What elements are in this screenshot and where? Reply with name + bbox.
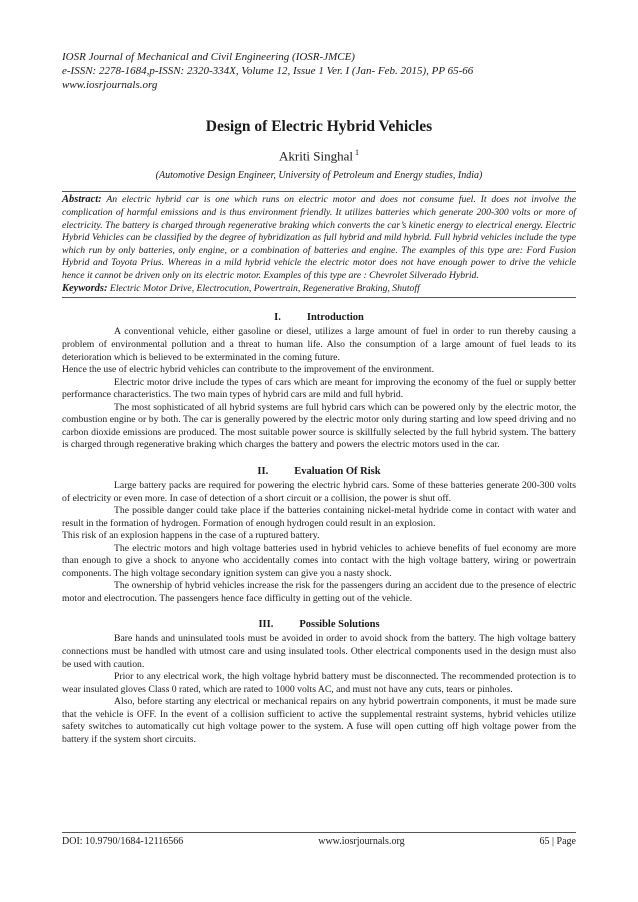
footer-page-number: 65 | Page <box>539 836 576 847</box>
keywords-label: Keywords: <box>62 283 108 295</box>
paragraph: The most sophisticated of all hybrid systems are full hybrid cars which can be powered only by the electric motor, the combustion engine or by both. The car is generally powered by the electric motor only during starting and low speed driving and no carbon dioxide emissions are produced. The most suitable power source is skillfully selected by the full hybrid system. The battery is charged through regenerative braking which charges the battery and powers the electric motors used in the car. <box>62 401 576 451</box>
keywords <box>62 282 576 295</box>
section-number: I. <box>274 312 281 324</box>
author-sup: 1 <box>355 148 360 157</box>
abstract-text: An electric hybrid car is one which runs on electric motor and does not consume fuel. It does not involve the complication of harmful emissions and is thus environment friendly. It utilizes batteries which generate 200-300 volts or more of electricity. The battery is charged through regenerative braking which converts the car’s kinetic energy to electrical energy. Electric Hybrid Vehicles can be classified by the degree of hybridization as full hybrid and mild hybrid. Full hybrid vehicles include the type which run by only batteries, only engine, or a combination of batteries and engine. The examples of this type are: Ford Fusion Hybrid and Toyota Prius. Whereas in a mild hybrid vehicle the electric motor does not have enough power to drive the vehicle hence it cannot be driven only on its electric motor. Examples of this type are : Chevrolet Silverado Hybrid. <box>62 194 576 281</box>
footer-doi: DOI: 10.9790/1684-12116566 <box>62 836 184 847</box>
journal-website[interactable]: www.iosrjournals.org <box>62 79 158 91</box>
author-name: Akriti Singhal <box>278 148 354 164</box>
section-heading <box>62 466 576 477</box>
section-number: II. <box>257 465 269 477</box>
section-heading <box>62 312 576 323</box>
abstract-label: Abstract: <box>62 194 102 206</box>
divider <box>62 297 576 298</box>
paragraph: The electric motors and high voltage batteries used in hybrid vehicles to achieve benefits of fuel economy are more than enough to give a shock to anyone who accidentally comes into contact with the high voltage battery, wiring or powertrain components. The high voltage secondary ignition system can give you a nasty shock. <box>62 542 576 579</box>
section-title: Possible Solutions <box>299 619 380 631</box>
journal-name: IOSR Journal of Mechanical and Civil Engineering (IOSR-JMCE) <box>62 51 355 63</box>
section-heading <box>62 619 576 630</box>
paragraph: The possible danger could take place if the batteries containing nickel-metal hydride come in contact with water and result in the formation of hydrogen. Formation of enough hydrogen could result in an explosion. <box>62 505 576 529</box>
paragraph: Electric motor drive include the types of cars which are meant for improving the economy of the fuel or supply better performance characteristics. The two main types of hybrid cars are mild and full hybrid. <box>62 376 576 401</box>
section-number: III. <box>258 619 274 631</box>
section-title: Introduction <box>306 312 364 324</box>
journal-issn: e-ISSN: 2278-1684,p-ISSN: 2320-334X, Volume 12, Issue 1 Ver. I (Jan- Feb. 2015), PP 65-66 <box>62 65 474 77</box>
abstract <box>62 194 576 282</box>
divider <box>62 191 576 192</box>
keywords-text: Electric Motor Drive, Electrocution, Powertrain, Regenerative Braking, Shutoff <box>109 283 420 295</box>
paragraph: A conventional vehicle, either gasoline or diesel, utilizes a large amount of fuel in order to run thereby causing a problem of environmental pollution and a threat to human life. Also the consumption of a large amount of fuel leads to its deterioration which is believed to be exterminated in the coming future. <box>62 326 576 363</box>
paragraph: Also, before starting any electrical or mechanical repairs on any hybrid powertrain components, it must be made sure that the vehicle is OFF. In the event of a collision sufficient to active the supplemental restraint systems, hybrid vehicles utilize safety switches to automatically cut high voltage power to the system. A fuse will open cutting off high voltage power from the battery if the system short circuits. <box>62 696 576 745</box>
section-title: Evaluation Of Risk <box>294 465 381 477</box>
page-footer <box>62 832 576 847</box>
paragraph: Prior to any electrical work, the high voltage hybrid battery must be disconnected. The recommended protection is to wear insulated gloves Class 0 rated, which are rated to 1000 volts AC, and must not have any cuts, tears or pinholes. <box>62 671 576 695</box>
body-sections <box>62 312 576 746</box>
author-affiliation: (Automotive Design Engineer, University of Petroleum and Energy studies, India) <box>155 170 483 182</box>
paper-title: Design of Electric Hybrid Vehicles <box>205 118 433 135</box>
author <box>62 148 576 164</box>
paragraph: Bare hands and uninsulated tools must be avoided in order to avoid shock from the battery. The high voltage battery connections must be handled with utmost care and using insulated tools. Other electrical components used in the design must also be used with caution. <box>62 633 576 670</box>
paper-page <box>62 50 576 746</box>
paragraph: This risk of an explosion happens in the case of a ruptured battery. <box>62 530 320 542</box>
footer-website[interactable]: www.iosrjournals.org <box>318 836 405 847</box>
paragraph: Large battery packs are required for powering the electric hybrid cars. Some of these batteries generate 200-300 volts of electricity or even more. In case of detection of a short circuit or a collision, the power is shut off. <box>62 479 576 504</box>
paragraph: The ownership of hybrid vehicles increase the risk for the passengers during an accident due to the presence of electric motor and electrocution. The passengers hence face difficulty in getting out of the vehicle. <box>62 580 576 604</box>
paragraph: Hence the use of electric hybrid vehicles can contribute to the improvement of the environment. <box>62 364 435 376</box>
